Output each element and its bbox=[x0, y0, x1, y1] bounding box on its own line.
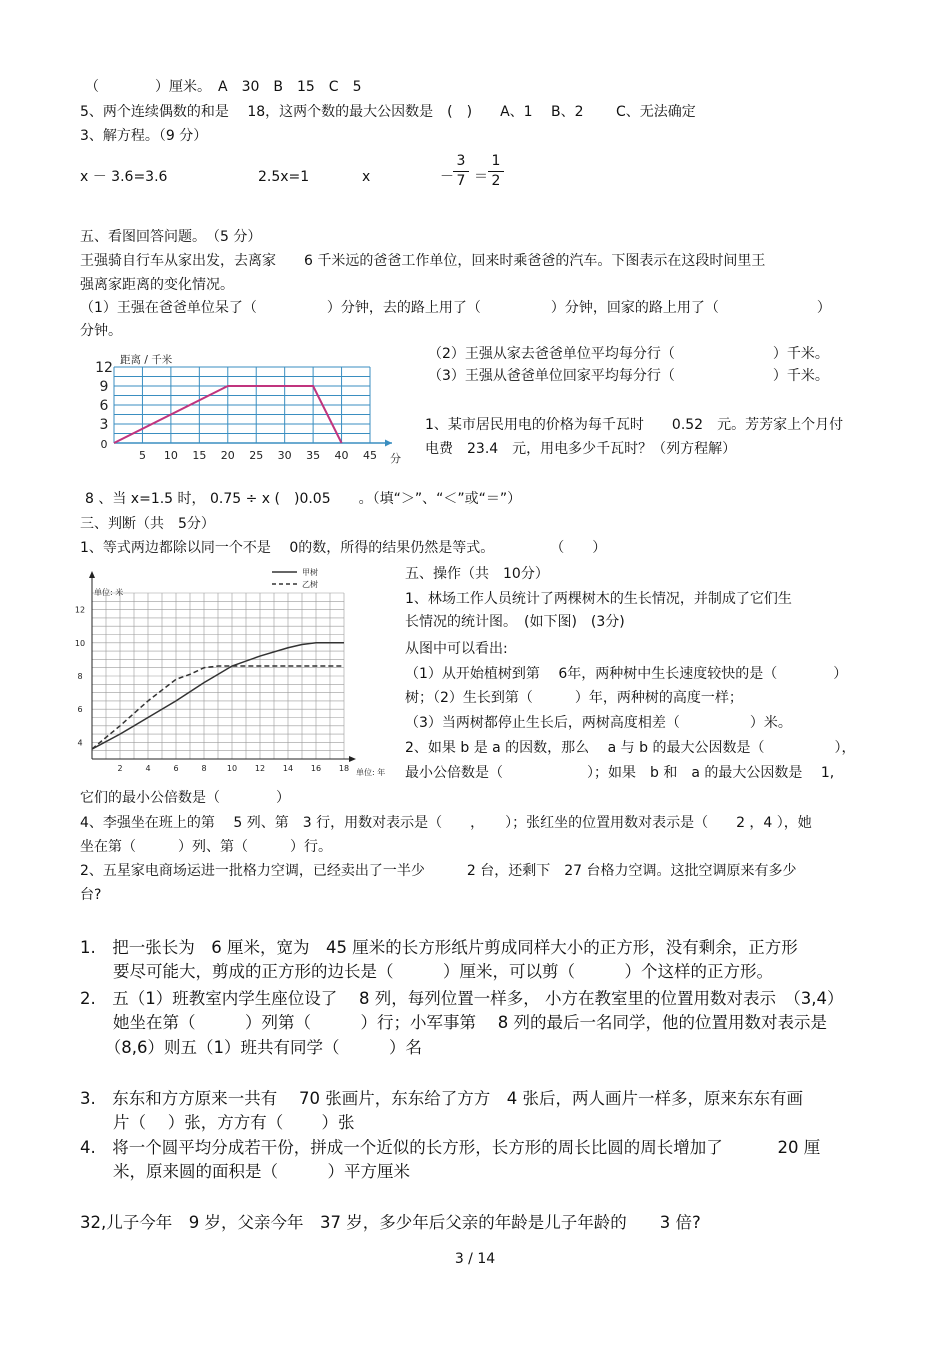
problem-2-line-2: 她坐在第（ ）列第（ ）行；小军事第 8 列的最后一名同学，他的位置用数对表示是 bbox=[80, 1013, 827, 1032]
legend-yi: 乙树 bbox=[302, 580, 318, 589]
tree-xtick: 16 bbox=[310, 764, 322, 773]
factor-question-line-2: 最小公倍数是（ ）；如果 b 和 a 的最大公因数是 1, bbox=[405, 765, 835, 781]
tree-xtick: 18 bbox=[338, 764, 350, 773]
chart-question-2: （2）王强从家去爸爸单位平均每分行（ ）千米。 bbox=[428, 346, 829, 362]
judgement-1: 1、等式两边都除以同一个不是 0的数，所得的结果仍然是等式。 （ ） bbox=[80, 540, 607, 556]
tree-chart-xlabel: 单位: 年 bbox=[356, 768, 386, 777]
distance-xtick: 5 bbox=[138, 449, 146, 462]
story-line-2: 强离家距离的变化情况。 bbox=[80, 277, 234, 293]
distance-xtick: 45 bbox=[363, 449, 377, 462]
tree-chart-ylabel: 单位: 米 bbox=[94, 588, 124, 597]
distance-xtick: 15 bbox=[192, 449, 207, 462]
tree-growth-chart bbox=[72, 563, 402, 785]
distance-xtick: 30 bbox=[277, 449, 292, 462]
distance-ytick: 12 bbox=[95, 360, 113, 376]
equation-3-x: x bbox=[362, 169, 371, 185]
problem-1-line-1: 1. 把一张长为 6 厘米，宽为 45 厘米的长方形纸片剪成同样大小的正方形，没有剩余，正方形 bbox=[80, 938, 798, 957]
equation-1: x － 3.6=3.6 bbox=[80, 169, 168, 185]
tree-ytick: 8 bbox=[77, 672, 83, 681]
distance-xtick: 20 bbox=[220, 449, 235, 462]
question-5: 5、两个连续偶数的和是 18，这两个数的最大公因数是 ( ) A、1 B、2 C、无法确定 bbox=[80, 104, 696, 120]
equation-3-minus: － bbox=[440, 169, 454, 185]
section-chart-questions: 五、看图回答问题。 （5 分） bbox=[80, 229, 262, 245]
seat-question-line-2: 坐在第（ ）列、第（ ）行。 bbox=[80, 839, 332, 855]
tree-xtick: 8 bbox=[201, 764, 207, 773]
page-number: 3 / 14 bbox=[454, 1251, 496, 1267]
distance-xtick: 0 bbox=[100, 438, 108, 451]
distance-xtick: 35 bbox=[306, 449, 321, 462]
factor-question-line-1: 2、如果 b 是 a 的因数，那么 a 与 b 的最大公因数是（ ）， bbox=[405, 740, 856, 756]
tree-xtick: 14 bbox=[282, 764, 294, 773]
legend-jia: 甲树 bbox=[302, 568, 318, 577]
tree-xtick: 6 bbox=[173, 764, 179, 773]
operation-1-q2: 树；（2）生长到第（ ）年，两种树的高度一样； bbox=[405, 690, 743, 706]
electricity-question-line-2: 电费 23.4 元，用电多少千瓦时？（列方程解） bbox=[425, 441, 737, 457]
problem-4-line-2: 米，原来圆的面积是（ ）平方厘米 bbox=[80, 1162, 410, 1181]
tree-xtick: 2 bbox=[117, 764, 123, 773]
question-8-compare: 8 、当 x=1.5 时， 0.75 ÷ x ( )0.05 。（填“＞”、“＜”或“＝”） bbox=[85, 491, 522, 507]
distance-xtick: 40 bbox=[334, 449, 349, 462]
problem-2-line-1: 2. 五（1）班教室内学生座位设了 8 列，每列位置一样多， 小方在教室里的位置用数对表示 （3,4） bbox=[80, 989, 844, 1008]
section-solve-equations: 3、解方程。（9 分） bbox=[80, 128, 208, 144]
tree-xtick: 4 bbox=[145, 764, 151, 773]
distance-xtick: 10 bbox=[163, 449, 178, 462]
distance-time-chart bbox=[80, 345, 415, 470]
tree-xtick: 12 bbox=[254, 764, 266, 773]
aircon-question-line-1: 2、五星家电商场运进一批格力空调，已经卖出了一半少 2 台，还剩下 27 台格力空调。这批空调原来有多少 bbox=[80, 863, 797, 879]
problem-3-line-1: 3. 东东和方方原来一共有 70 张画片，东东给了方方 4 张后，两人画片一样多，原来东东有画 bbox=[80, 1089, 803, 1108]
equation-2: 2.5x=1 bbox=[258, 169, 310, 185]
distance-ytick: 9 bbox=[99, 379, 109, 395]
chart-question-1: （1）王强在爸爸单位呆了（ ）分钟，去的路上用了（ ）分钟，回家的路上用了（ ） bbox=[80, 300, 831, 316]
distance-xtick: 25 bbox=[249, 449, 264, 462]
equation-3-equals: ＝ bbox=[474, 169, 488, 185]
section-operation: 五、操作（共 10分） bbox=[405, 566, 549, 582]
seat-question-line-1: 4、李强坐在班上的第 5 列、第 3 行，用数对表示是（ ， ）；张红坐的位置用数对表示是（ 2 ，4 ），她 bbox=[80, 815, 812, 831]
section-judgement: 三、判断（共 5分） bbox=[80, 516, 215, 532]
operation-1-line-1: 1、林场工作人员统计了两棵树木的生长情况，并制成了它们生 bbox=[405, 591, 792, 607]
tree-xtick: 10 bbox=[226, 764, 238, 773]
operation-1-q1: （1）从开始植树到第 6年，两种树中生长速度较快的是（ ） bbox=[405, 666, 848, 682]
distance-chart-ylabel: 距离 / 千米 bbox=[120, 354, 173, 366]
electricity-question-line-1: 1、某市居民用电的价格为每千瓦时 0.52 元。芳芳家上个月付 bbox=[425, 417, 844, 433]
fraction-1-2: $\frac{1}{2}$ bbox=[488, 152, 504, 190]
operation-1-q3: （3）当两树都停止生长后，两树高度相差（ ）米。 bbox=[405, 715, 792, 731]
aircon-question-line-2: 台? bbox=[80, 887, 102, 903]
distance-chart-grid bbox=[114, 367, 392, 447]
chart-question-1-end: 分钟。 bbox=[80, 323, 122, 339]
tree-ytick: 6 bbox=[77, 705, 83, 715]
chart-question-3: （3）王强从爸爸单位回家平均每分行（ ）千米。 bbox=[428, 368, 829, 384]
factor-question-line-3: 它们的最小公倍数是（ ） bbox=[80, 790, 290, 806]
problem-4-line-1: 4. 将一个圆平均分成若干份，拼成一个近似的长方形，长方形的周长比圆的周长增加了 20 厘 bbox=[80, 1138, 821, 1157]
distance-ytick: 6 bbox=[99, 398, 109, 414]
story-line-1: 王强骑自行车从家出发，去离家 6 千米远的爸爸工作单位，回来时乘爸爸的汽车。下图表示在这段时间里王 bbox=[80, 253, 766, 269]
problem-3-line-2: 片（ ）张，方方有（ ）张 bbox=[80, 1113, 355, 1132]
operation-1-line-2: 长情况的统计图。 (如下图) (3分) bbox=[405, 614, 625, 630]
problem-2-line-3: （8,6）则五（1）班共有同学（ ）名 bbox=[80, 1038, 422, 1057]
fraction-3-7: $\frac{3}{7}$ bbox=[453, 152, 469, 190]
problem-age: 32,儿子今年 9 岁，父亲今年 37 岁，多少年后父亲的年龄是儿子年龄的 3 倍? bbox=[80, 1213, 701, 1232]
tree-ytick: 12 bbox=[74, 605, 86, 615]
tree-ytick: 4 bbox=[77, 738, 83, 748]
operation-1-intro: 从图中可以看出: bbox=[405, 641, 508, 657]
distance-ytick: 3 bbox=[99, 417, 109, 433]
distance-chart-xlabel: 分 bbox=[390, 452, 401, 465]
tree-ytick: 10 bbox=[74, 638, 86, 648]
answer-options-line: （ ）厘米。 A 30 B 15 C 5 bbox=[85, 79, 362, 95]
problem-1-line-2: 要尽可能大，剪成的正方形的边长是（ ）厘米，可以剪（ ）个这样的正方形。 bbox=[80, 962, 773, 981]
